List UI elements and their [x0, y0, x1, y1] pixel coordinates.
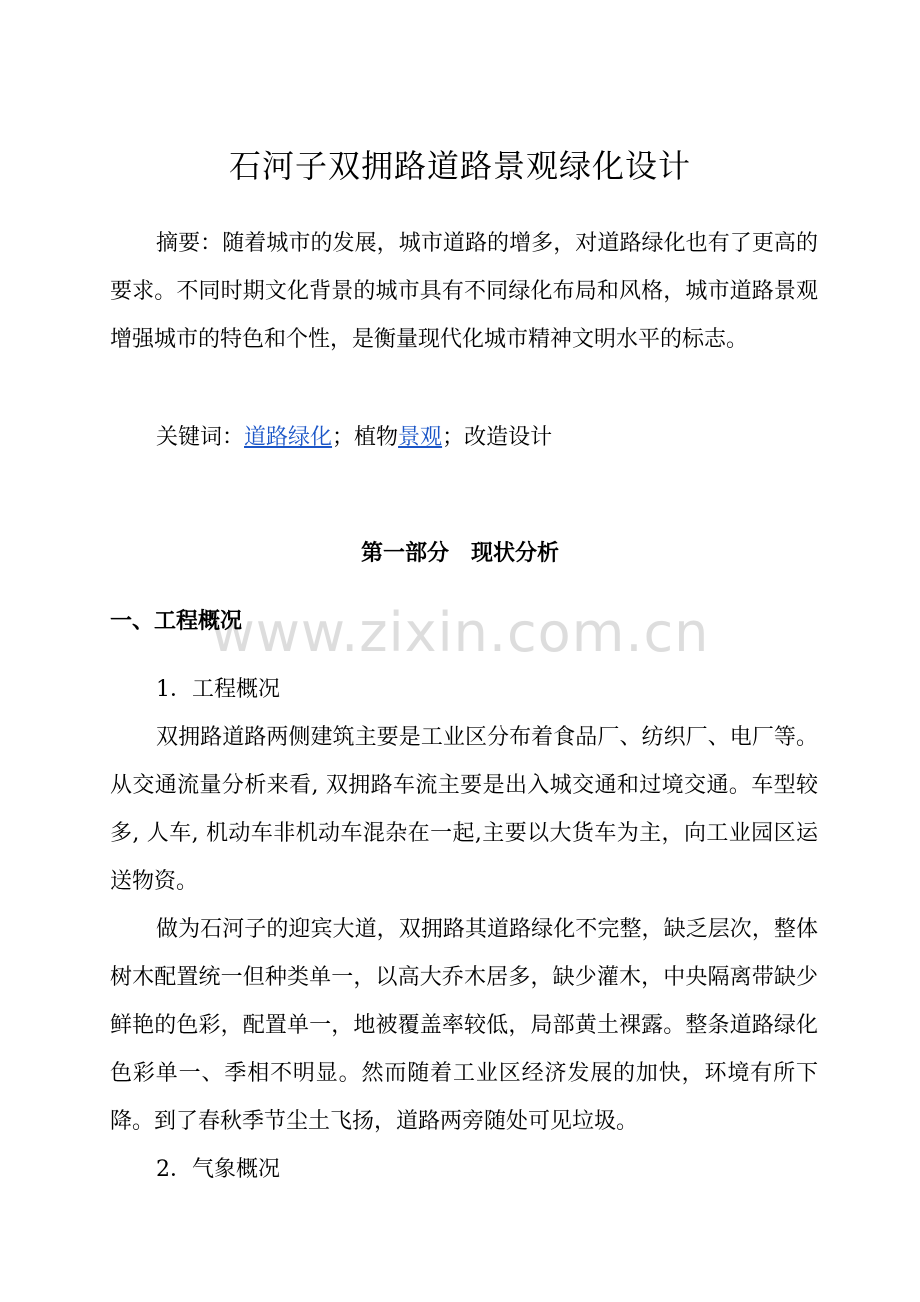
keyword-link-road-greening[interactable]: 道路绿化: [244, 425, 333, 450]
subsection-heading-1: 1．工程概况: [156, 677, 280, 702]
keywords-separator-2: ；改造设计: [442, 425, 553, 450]
keyword-link-landscape[interactable]: 景观: [398, 425, 443, 450]
watermark: www.zixin.com.cn: [210, 601, 710, 664]
keywords-separator-1: ；植物: [332, 425, 399, 450]
abstract-paragraph: 摘要：随着城市的发展，城市道路的增多，对道路绿化也有了更高的要求。不同时期文化背景的城市具有不同绿化布局和风格，城市道路景观增强城市的特色和个性，是衡量现代化城市精神文明水平的标志。: [110, 231, 818, 352]
subsection-heading-2: 2．气象概况: [156, 1157, 280, 1182]
body-paragraph-1: 双拥路道路两侧建筑主要是工业区分布着食品厂、纺织厂、电厂等。从交通流量分析来看, 双拥路车流主要是出入城交通和过境交通。车型较多, 人车, 机动车非机动车混杂在一起,主要以大货车为主，向工业园区运送物资。: [110, 725, 818, 894]
section-heading: 一、工程概况: [110, 608, 243, 634]
part-heading: 第一部分 现状分析: [360, 540, 559, 566]
keywords-label: 关键词：: [156, 425, 245, 450]
keywords-line: [110, 414, 818, 462]
document-title: 石河子双拥路道路景观绿化设计: [228, 147, 691, 185]
body-paragraph-2: 做为石河子的迎宾大道，双拥路其道路绿化不完整，缺乏层次，整体树木配置统一但种类单一，以高大乔木居多，缺少灌木，中央隔离带缺少鲜艳的色彩，配置单一，地被覆盖率较低，局部黄土裸露。整条道路绿化色彩单一、季相不明显。然而随着工业区经济发展的加快，环境有所下降。到了春秋季节尘土飞扬，道路两旁随处可见垃圾。: [110, 917, 818, 1134]
